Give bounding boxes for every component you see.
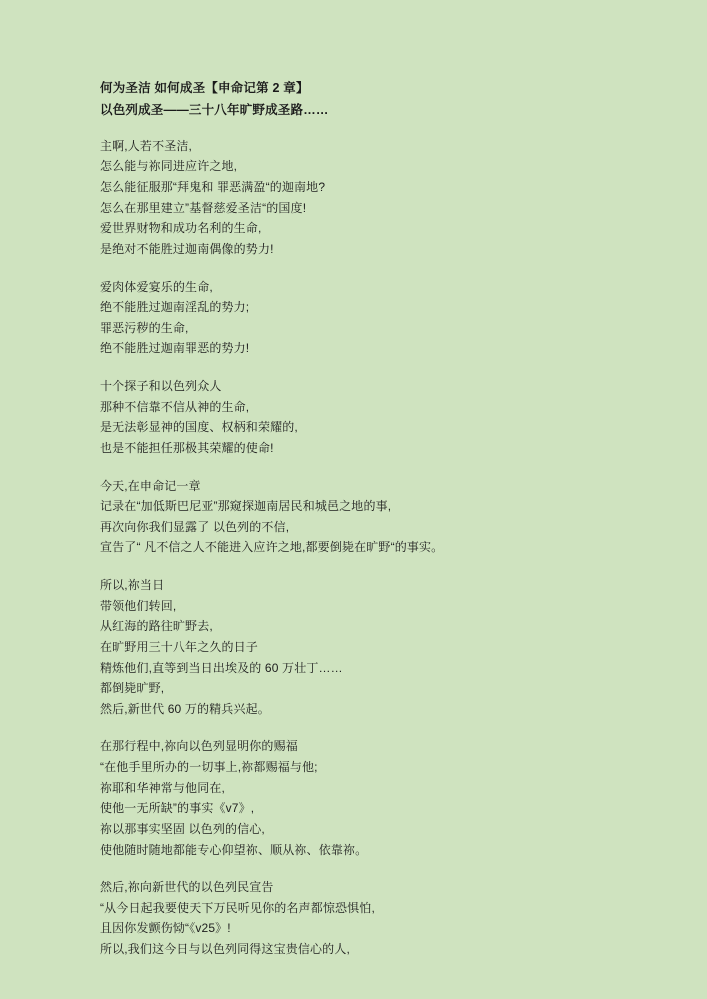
page-title: 何为圣洁 如何成圣【申命记第 2 章】 (100, 81, 309, 95)
text-line: 使他一无所缺”的事实《v7》, (100, 801, 255, 816)
text-line: 所以,祢当日 (100, 578, 165, 592)
text-line: 绝不能胜过迦南罪恶的势力! (100, 341, 250, 356)
text-line: 今天,在申命记一章 (100, 478, 201, 493)
text-stanza (100, 575, 607, 719)
text-line: 宣告了“ 凡不信之人不能进入应许之地,都要倒毙在旷野“的事实。 (100, 540, 444, 555)
text-line: 祢以那事实坚固 以色列的信心, (100, 821, 265, 836)
text-line: 也是不能担任那极其荣耀的使命! (100, 440, 274, 455)
page-subtitle: 以色列成圣——三十八年旷野成圣路…… (100, 102, 329, 117)
text-stanza (100, 136, 607, 260)
text-stanza (100, 376, 607, 459)
text-line: 主啊,人若不圣洁, (100, 138, 193, 153)
text-line: 祢耶和华神常与他同在, (100, 780, 225, 795)
text-line: 怎么能征服那“拜鬼和 罪恶满盈“的迦南地? (100, 180, 326, 194)
text-line: “在他手里所办的一切事上,祢都赐福与他; (100, 760, 318, 774)
text-line: 记录在“加低斯巴尼亚”那窥探迦南居民和城邑之地的事, (100, 499, 392, 514)
text-line: 十个探子和以色列众人 (100, 379, 222, 393)
text-line: 罪恶污秽的生命, (100, 320, 189, 335)
text-line: 爱世界财物和成功名利的生命, (100, 221, 262, 236)
text-line: 那种不信靠不信从神的生命, (100, 399, 250, 414)
text-line: 所以,我们这今日与以色列同得这宝贵信心的人, (100, 942, 350, 956)
text-line: 绝不能胜过迦南淫乱的势力; (100, 300, 250, 315)
text-stanza (100, 877, 607, 960)
text-line: 精炼他们,直等到当日出埃及的 60 万壮丁…… (100, 660, 343, 675)
text-line: “从今日起我要使天下万民听见你的名声都惊恐惧怕, (100, 900, 375, 915)
text-line: 是无法彰显神的国度、权柄和荣耀的, (100, 420, 298, 435)
text-line: 然后,祢向新世代的以色列民宣告 (100, 880, 274, 895)
text-line: 在那行程中,祢向以色列显明你的赐福 (100, 739, 298, 754)
text-line: 是绝对不能胜过迦南偶像的势力! (100, 241, 274, 256)
text-line: 然后,新世代 60 万的精兵兴起。 (100, 701, 270, 716)
text-line: 怎么在那里建立”基督慈爱圣洁“的国度! (100, 200, 307, 215)
text-line: 且因你发颤伤恸“《v25》! (100, 921, 231, 936)
text-line: 爱肉体爱宴乐的生命, (100, 279, 213, 294)
text-line: 在旷野用三十八年之久的日子 (100, 639, 258, 654)
text-line: 都倒毙旷野, (100, 681, 165, 696)
text-stanza (100, 476, 607, 559)
text-line: 怎么能与祢同进应许之地, (100, 159, 238, 174)
text-stanza (100, 277, 607, 360)
text-line: 再次向你我们显露了 以色列的不信, (100, 519, 290, 534)
text-line: 使他随时随地都能专心仰望祢、顺从祢、依靠祢。 (100, 842, 368, 857)
text-line: 带领他们转回, (100, 598, 177, 613)
text-stanza (100, 736, 607, 860)
text-line: 从红海的路往旷野去, (100, 619, 213, 634)
